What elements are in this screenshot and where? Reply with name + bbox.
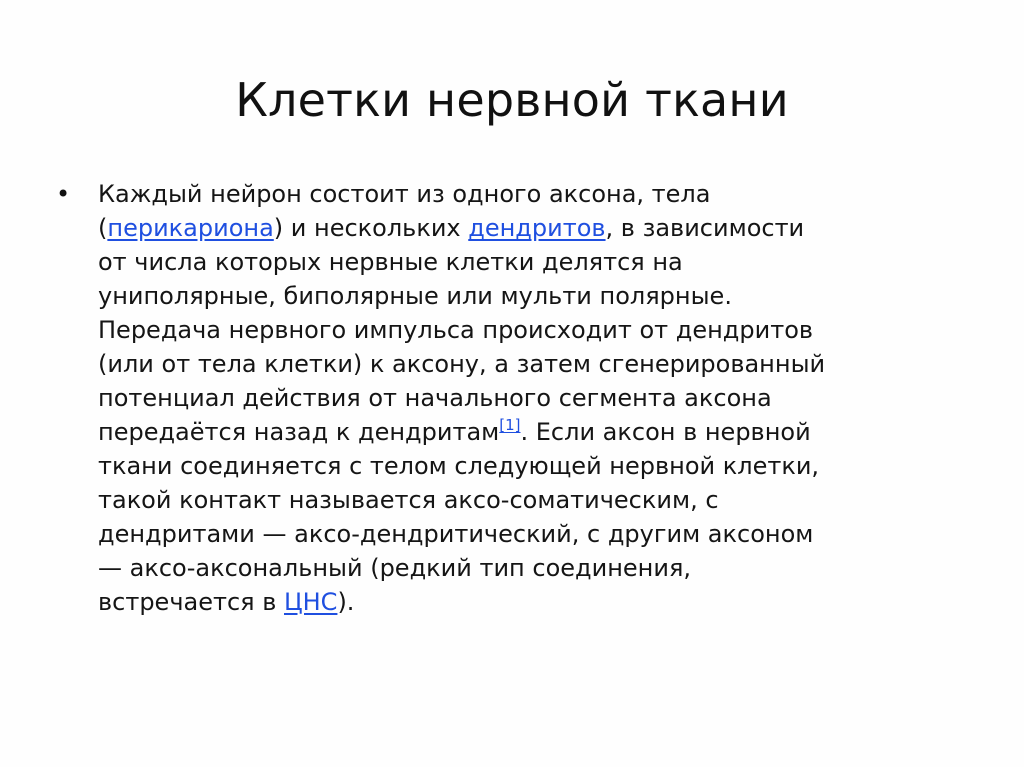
paragraph-line-13 [98,585,958,619]
paragraph-line-11: дендритами — аксо-дендритический, с другим аксоном [98,520,814,548]
slide-body [56,177,966,647]
paragraph-line-2 [98,211,958,245]
slide-title: Клетки нервной ткани [235,73,789,127]
paragraph-line-5: Передача нервного импульса происходит от дендритов [98,316,814,344]
paragraph-line-3: от числа которых нервные клетки делятся на [98,248,683,276]
paragraph-line-1: Каждый нейрон состоит из одного аксона, тела [98,180,711,208]
paragraph-line-7: потенциал действия от начального сегмента аксона [98,384,772,412]
line-8-start-text: передаётся назад к дендритам [98,418,500,446]
line-8-end-text: . Если аксон в нервной [520,418,811,446]
line-13-start-text: встречается в [98,588,284,616]
line-2-middle-text: ) и нескольких [273,214,469,242]
cns-link[interactable]: ЦНС [284,588,338,616]
perikaryon-link[interactable]: перикариона [107,214,274,242]
line-2-open-paren: ( [98,214,108,242]
paragraph-line-12: — аксо-аксональный (редкий тип соединения, [98,554,692,582]
bullet-paragraph [98,177,958,619]
bullet-marker: • [56,180,71,208]
dendrites-link[interactable]: дендритов [468,214,606,242]
paragraph-line-8 [98,415,958,449]
paragraph-line-6: (или от тела клетки) к аксону, а затем сгенерированный [98,350,826,378]
reference-link[interactable]: [1] [499,416,521,434]
paragraph-line-4: униполярные, биполярные или мульти полярные. [98,282,732,310]
line-2-end-text: , в зависимости [605,214,805,242]
paragraph-line-10: такой контакт называется аксо-соматическим, с [98,486,719,514]
line-13-end-text: ). [337,588,355,616]
paragraph-line-9: ткани соединяется с телом следующей нервной клетки, [98,452,820,480]
